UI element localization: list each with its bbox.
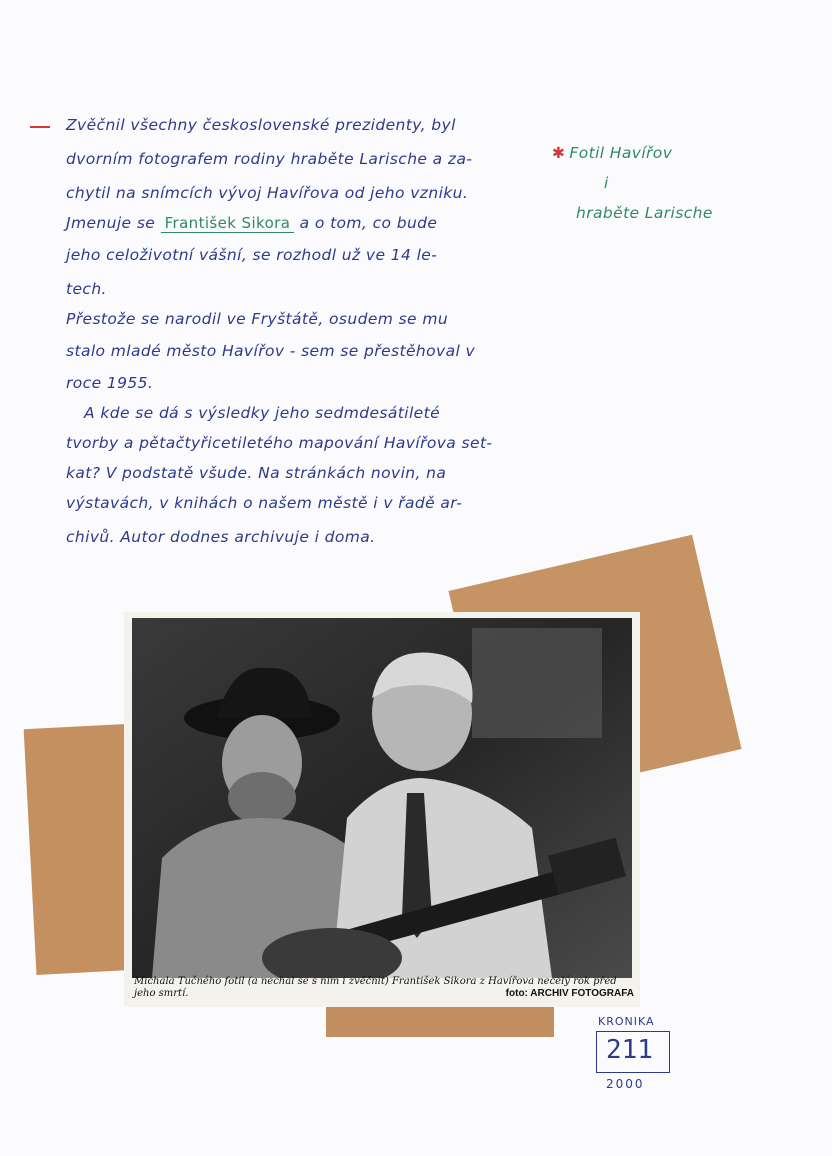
text-line-6: tech. <box>66 280 107 298</box>
asterisk-icon: ✱ <box>552 144 566 162</box>
text-line-4-end: a o tom, co bude <box>299 214 438 232</box>
text-line-11: tvorby a pětačtyřicetiletého mapování Havířova set- <box>66 434 493 452</box>
side-note-line-3: hraběte Larische <box>576 204 713 222</box>
photo-credit: foto: ARCHIV FOTOGRAFA <box>505 988 634 999</box>
text-line-10: A kde se dá s výsledky jeho sedmdesátileté <box>84 404 441 422</box>
side-note-text-1: Fotil Havířov <box>569 144 673 162</box>
text-line-13: výstavách, v knihách o našem městě i v řadě ar- <box>66 494 463 512</box>
text-line-4 <box>66 214 437 233</box>
text-line-14: chivů. Autor dodnes archivuje i doma. <box>66 528 376 546</box>
text-line-4-start: Jmenuje se <box>66 214 156 232</box>
side-note-line-2: i <box>604 174 609 192</box>
text-line-9: roce 1955. <box>66 374 154 392</box>
stamp-label: KRONIKA <box>598 1015 655 1028</box>
newspaper-clipping <box>124 612 640 1007</box>
name-highlight: František Sikora <box>161 214 295 233</box>
text-line-1: Zvěčnil všechny československé prezidenty, byl <box>66 116 456 134</box>
stamp-year: 2000 <box>606 1077 645 1091</box>
side-note-line-1 <box>552 144 672 162</box>
photo-caption: Michala Tučného fotil (a nechal se s ním i zvěčnit) František Sikora z Havířova necelý rok před jeho smrtí. <box>134 976 617 999</box>
text-line-2: dvorním fotografem rodiny hraběte Larische a za- <box>66 150 473 168</box>
text-line-8: stalo mladé město Havířov - sem se přestěhoval v <box>66 342 476 360</box>
text-line-3: chytil na snímcích vývoj Havířova od jeho vzniku. <box>66 184 469 202</box>
stamp-page-number: 211 <box>606 1035 653 1065</box>
photo-image <box>132 618 632 978</box>
text-line-5: jeho celoživotní vášní, se rozhodl už ve 14 le- <box>66 246 438 264</box>
text-line-7: Přestože se narodil ve Fryštátě, osudem se mu <box>66 310 449 328</box>
red-dash-marker <box>30 126 50 128</box>
text-line-12: kat? V podstatě všude. Na stránkách novin, na <box>66 464 447 482</box>
